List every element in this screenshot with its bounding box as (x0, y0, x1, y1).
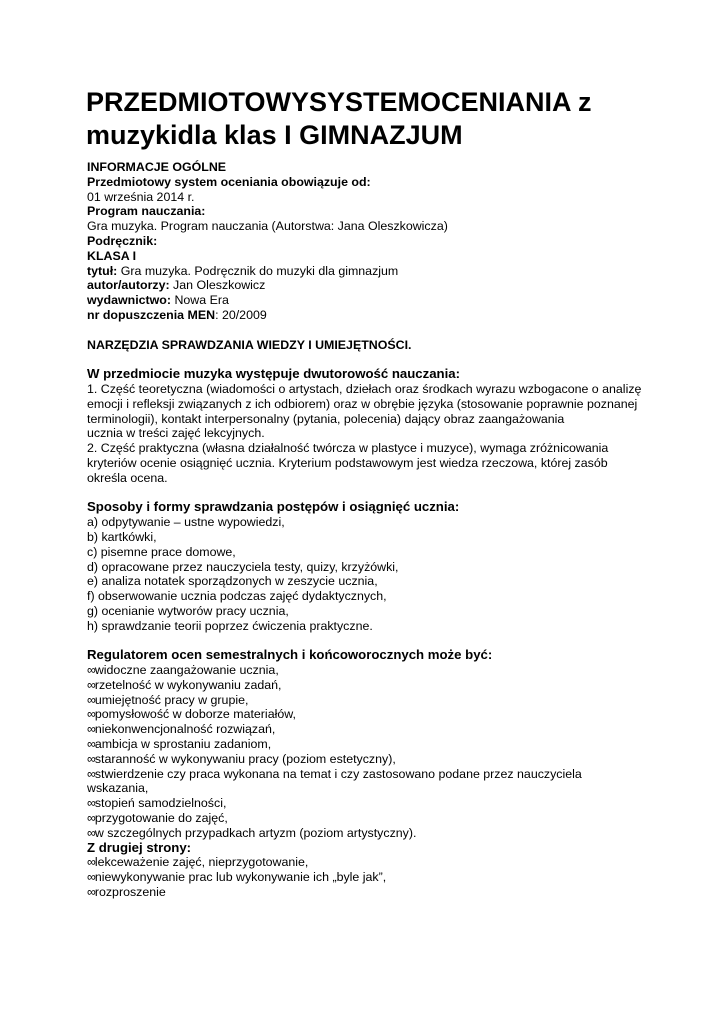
other-side-heading: Z drugiej strony: (87, 839, 192, 855)
methods-item: h) sprawdzanie teorii poprzez ćwiczenia praktyczne. (87, 618, 373, 633)
methods-item: c) pisemne prace domowe, (87, 544, 236, 559)
duality-line: terminologii), kontakt interpersonalny (pytania, polecenia) dający obraz zaangażowania (87, 411, 565, 426)
regulator-item-text: w szczególnych przypadkach artyzm (poziom artystyczny). (94, 825, 417, 840)
regulator-item (87, 663, 667, 678)
bullet-icon: ∞ (87, 663, 95, 678)
document-title: PRZEDMIOTOWYSYSTEMOCENIANIA z muzykidla klas I GIMNAZJUM (86, 87, 592, 150)
other-item (87, 870, 667, 885)
duality-line: 1. Część teoretyczna (wiadomości o artystach, dziełach oraz środkach wyrazu wzbogacone o analizę (87, 381, 642, 396)
methods-item: a) odpytywanie – ustne wypowiedzi, (87, 515, 285, 530)
other-item (87, 885, 667, 900)
regulator-item-text: umiejętność pracy w grupie, (94, 692, 249, 707)
regulator-heading: Regulatorem ocen semestralnych i końcoworocznych może być: (87, 647, 493, 663)
bullet-icon: ∞ (87, 692, 95, 707)
approval-line (87, 308, 667, 323)
regulator-item (87, 737, 667, 752)
publisher-label: wydawnictwo: (87, 293, 171, 308)
regulator-item-text: stopień samodzielności, (94, 796, 227, 811)
bullet-icon: ∞ (87, 870, 95, 885)
regulator-item-text: pomysłowość w doborze materiałów, (94, 707, 296, 722)
other-item-text: lekceważenie zajęć, nieprzygotowanie, (94, 855, 309, 870)
textbook-title-label: tytuł: (87, 263, 118, 278)
bullet-icon: ∞ (87, 766, 95, 781)
duality-line: kryteriów ocenie osiągnięć ucznia. Kryterium podstawowym jest wiedza rzeczowa, której zasób (87, 455, 608, 470)
pso-value: 01 września 2014 r. (87, 189, 195, 204)
program-label: Program nauczania: (87, 204, 206, 219)
bullet-icon: ∞ (87, 885, 95, 900)
regulator-item (87, 826, 667, 841)
document-body (87, 160, 667, 900)
methods-item: g) ocenianie wytworów pracy ucznia, (87, 603, 289, 618)
duality-line: ucznia w treści zajęć lekcyjnych. (87, 426, 265, 441)
publisher-value: Nowa Era (171, 293, 229, 308)
approval-value: : 20/2009 (215, 307, 267, 322)
methods-item: d) opracowane przez nauczyciela testy, quizy, krzyżówki, (87, 559, 399, 574)
regulator-item-text: przygotowanie do zajęć, (94, 811, 228, 826)
pso-label: Przedmiotowy system oceniania obowiązuje od: (87, 174, 371, 189)
regulator-item (87, 796, 667, 811)
other-item-text: niewykonywanie prac lub wykonywanie ich „byle jak”, (94, 870, 387, 885)
tools-heading: NARZĘDZIA SPRAWDZANIA WIEDZY I UMIEJĘTNOŚCI. (87, 337, 412, 352)
author-value: Jan Oleszkowicz (169, 278, 266, 293)
textbook-label: Podręcznik: (87, 233, 158, 248)
bullet-icon: ∞ (87, 707, 95, 722)
class-label: KLASA I (87, 248, 137, 263)
duality-line: emocji i refleksji związanych z ich odbiorem) oraz w obrębie języka (stosowanie poprawnie poznanej (87, 396, 638, 411)
regulator-item (87, 722, 667, 737)
author-line (87, 278, 667, 293)
bullet-icon: ∞ (87, 737, 95, 752)
regulator-item (87, 767, 667, 782)
methods-item: b) kartkówki, (87, 529, 157, 544)
bullet-icon: ∞ (87, 855, 95, 870)
regulator-item (87, 707, 667, 722)
bullet-icon: ∞ (87, 751, 95, 766)
regulator-item-text: stwierdzenie czy praca wykonana na temat i czy zastosowano podane przez nauczyciela (94, 766, 582, 781)
regulator-item (87, 693, 667, 708)
other-item-text: rozproszenie (94, 885, 166, 900)
textbook-title-value: Gra muzyka. Podręcznik do muzyki dla gimnazjum (117, 263, 399, 278)
approval-label: nr dopuszczenia MEN (87, 307, 216, 322)
regulator-item-text: niekonwencjonalność rozwiązań, (94, 722, 276, 737)
regulator-item (87, 678, 667, 693)
regulator-item-text: widoczne zaangażowanie ucznia, (94, 663, 279, 678)
bullet-icon: ∞ (87, 825, 95, 840)
author-label: autor/autorzy: (87, 278, 170, 293)
regulator-item-text: ambicja w sprostaniu zadaniom, (94, 737, 272, 752)
bullet-icon: ∞ (87, 811, 95, 826)
bullet-icon: ∞ (87, 722, 95, 737)
methods-item: f) obserwowanie ucznia podczas zajęć dydaktycznych, (87, 589, 387, 604)
duality-line: określa ocena. (87, 470, 168, 485)
publisher-line (87, 293, 667, 308)
regulator-item (87, 811, 667, 826)
methods-item: e) analiza notatek sporządzonych w zeszycie ucznia, (87, 574, 378, 589)
regulator-item-text: rzetelność w wykonywaniu zadań, (94, 677, 282, 692)
duality-heading: W przedmiocie muzyka występuje dwutorowość nauczania: (87, 366, 460, 382)
regulator-item (87, 752, 667, 767)
other-item (87, 855, 667, 870)
duality-line: 2. Część praktyczna (własna działalność twórcza w plastyce i muzyce), wymaga zróżnicowania (87, 441, 609, 456)
bullet-icon: ∞ (87, 796, 95, 811)
regulator-item-continuation: wskazania, (87, 781, 149, 796)
textbook-title-line (87, 264, 667, 279)
methods-heading: Sposoby i formy sprawdzania postępów i osiągnięć ucznia: (87, 499, 460, 515)
info-heading: INFORMACJE OGÓLNE (87, 160, 227, 174)
regulator-item-text: staranność w wykonywaniu pracy (poziom estetyczny), (94, 751, 396, 766)
program-value: Gra muzyka. Program nauczania (Autorstwa: Jana Oleszkowicza) (87, 219, 448, 234)
bullet-icon: ∞ (87, 677, 95, 692)
